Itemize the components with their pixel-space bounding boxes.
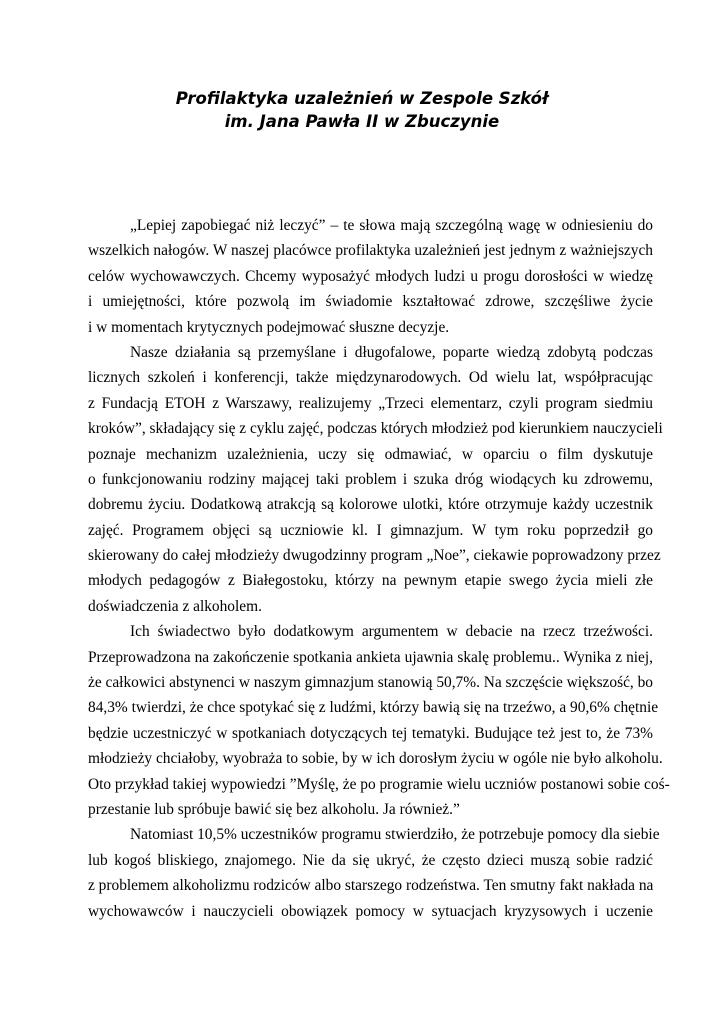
- document-title: [0, 87, 724, 133]
- paragraph: [88, 822, 660, 924]
- text-line: młodych pedagogów z Białegostoku, którzy na pewnym etapie swego życia mieli złe: [88, 572, 653, 590]
- text-line: Oto przykład takiej wypowiedzi ”Myślę, że po programie wielu uczniów postanowi sobie coś-: [88, 775, 670, 793]
- text-line: celów wychowawczych. Chcemy wyposażyć młodych ludzi u progu dorosłości w wiedzę: [88, 267, 653, 285]
- text-line: młodzieży chciałoby, wyobraża to sobie, by w ich dorosłym życiu w ogóle nie było alkoholu.: [88, 750, 663, 768]
- paragraph: [88, 213, 653, 340]
- text-line: zajęć. Programem objęci są uczniowie kl. I gimnazjum. W tym roku poprzedził go: [88, 521, 653, 539]
- text-line: Nasze działania są przemyślane i długofalowe, poparte wiedzą zdobytą podczas: [130, 343, 653, 361]
- text-line: licznych szkoleń i konferencji, także międzynarodowych. Od wielu lat, współpracując: [88, 369, 653, 387]
- text-line: poznaje mechanizm uzależnienia, uczy się odmawiać, w oparciu o film dyskutuje: [88, 445, 653, 463]
- text-line: 84,3% twierdzi, że chce spotykać się z ludźmi, którzy bawią się na trzeźwo, a 90,6% chętnie: [88, 699, 659, 717]
- text-line: skierowany do całej młodzieży dwugodzinny program „Noe”, ciekawie poprowadzony przez: [88, 547, 661, 565]
- text-line: lub kogoś bliskiego, znajomego. Nie da się ukryć, że często dzieci muszą sobie radzić: [88, 851, 653, 869]
- text-line: o funkcjonowaniu rodziny mającej taki problem i szuka dróg wiodących ku zdrowemu,: [88, 470, 653, 488]
- text-line: „Lepiej zapobiegać niż leczyć” – te słowa mają szczególną wagę w odniesieniu do: [130, 217, 653, 234]
- title-line: Profilaktyka uzależnień w Zespole Szkół: [175, 89, 549, 108]
- document-body: [88, 213, 670, 924]
- text-line: Ich świadectwo było dodatkowym argumentem w debacie na rzecz trzeźwości.: [130, 623, 653, 641]
- text-line: kroków”, składający się z cyklu zajęć, podczas których młodzież pod kierunkiem nauczycieli: [88, 420, 663, 438]
- text-line: przestanie lub spróbuje bawić się bez alkoholu. Ja również.”: [88, 800, 460, 818]
- text-line: z Fundacją ETOH z Warszawy, realizujemy „Trzeci elementarz, czyli program siedmiu: [88, 394, 653, 412]
- text-line: wychowawców i nauczycieli obowiązek pomocy w sytuacjach kryzysowych i uczenie: [88, 902, 653, 920]
- text-line: z problemem alkoholizmu rodziców albo starszego rodzeństwa. Ten smutny fakt nakłada na: [88, 877, 654, 895]
- text-line: Natomiast 10,5% uczestników programu stwierdziło, że potrzebuje pomocy dla siebie: [130, 826, 660, 844]
- text-line: i umiejętności, które pozwolą im świadomie kształtować zdrowe, szczęśliwe życie: [88, 293, 653, 311]
- paragraph: [88, 619, 670, 822]
- text-line: wszelkich nałogów. W naszej placówce profilaktyka uzależnień jest jednym z ważniejszych: [88, 242, 653, 260]
- text-line: dobremu życiu. Dodatkową atrakcją są kolorowe ulotki, które otrzymuje każdy uczestnik: [88, 496, 653, 514]
- title-line: im. Jana Pawła II w Zbuczynie: [224, 112, 500, 131]
- text-line: że całkowici abstynenci w naszym gimnazjum stanowią 50,7%. Na szczęście większość, bo: [88, 674, 653, 692]
- text-line: Przeprowadzona na zakończenie spotkania ankieta ujawnia skalę problemu.. Wynika z niej,: [88, 648, 653, 666]
- text-line: i w momentach krytycznych podejmować słuszne decyzje.: [88, 318, 450, 336]
- text-line: doświadczenia z alkoholem.: [88, 597, 262, 615]
- paragraph: [88, 340, 663, 619]
- text-line: będzie uczestniczyć w spotkaniach dotyczących tej tematyki. Budujące też jest to, że 73%: [88, 724, 653, 742]
